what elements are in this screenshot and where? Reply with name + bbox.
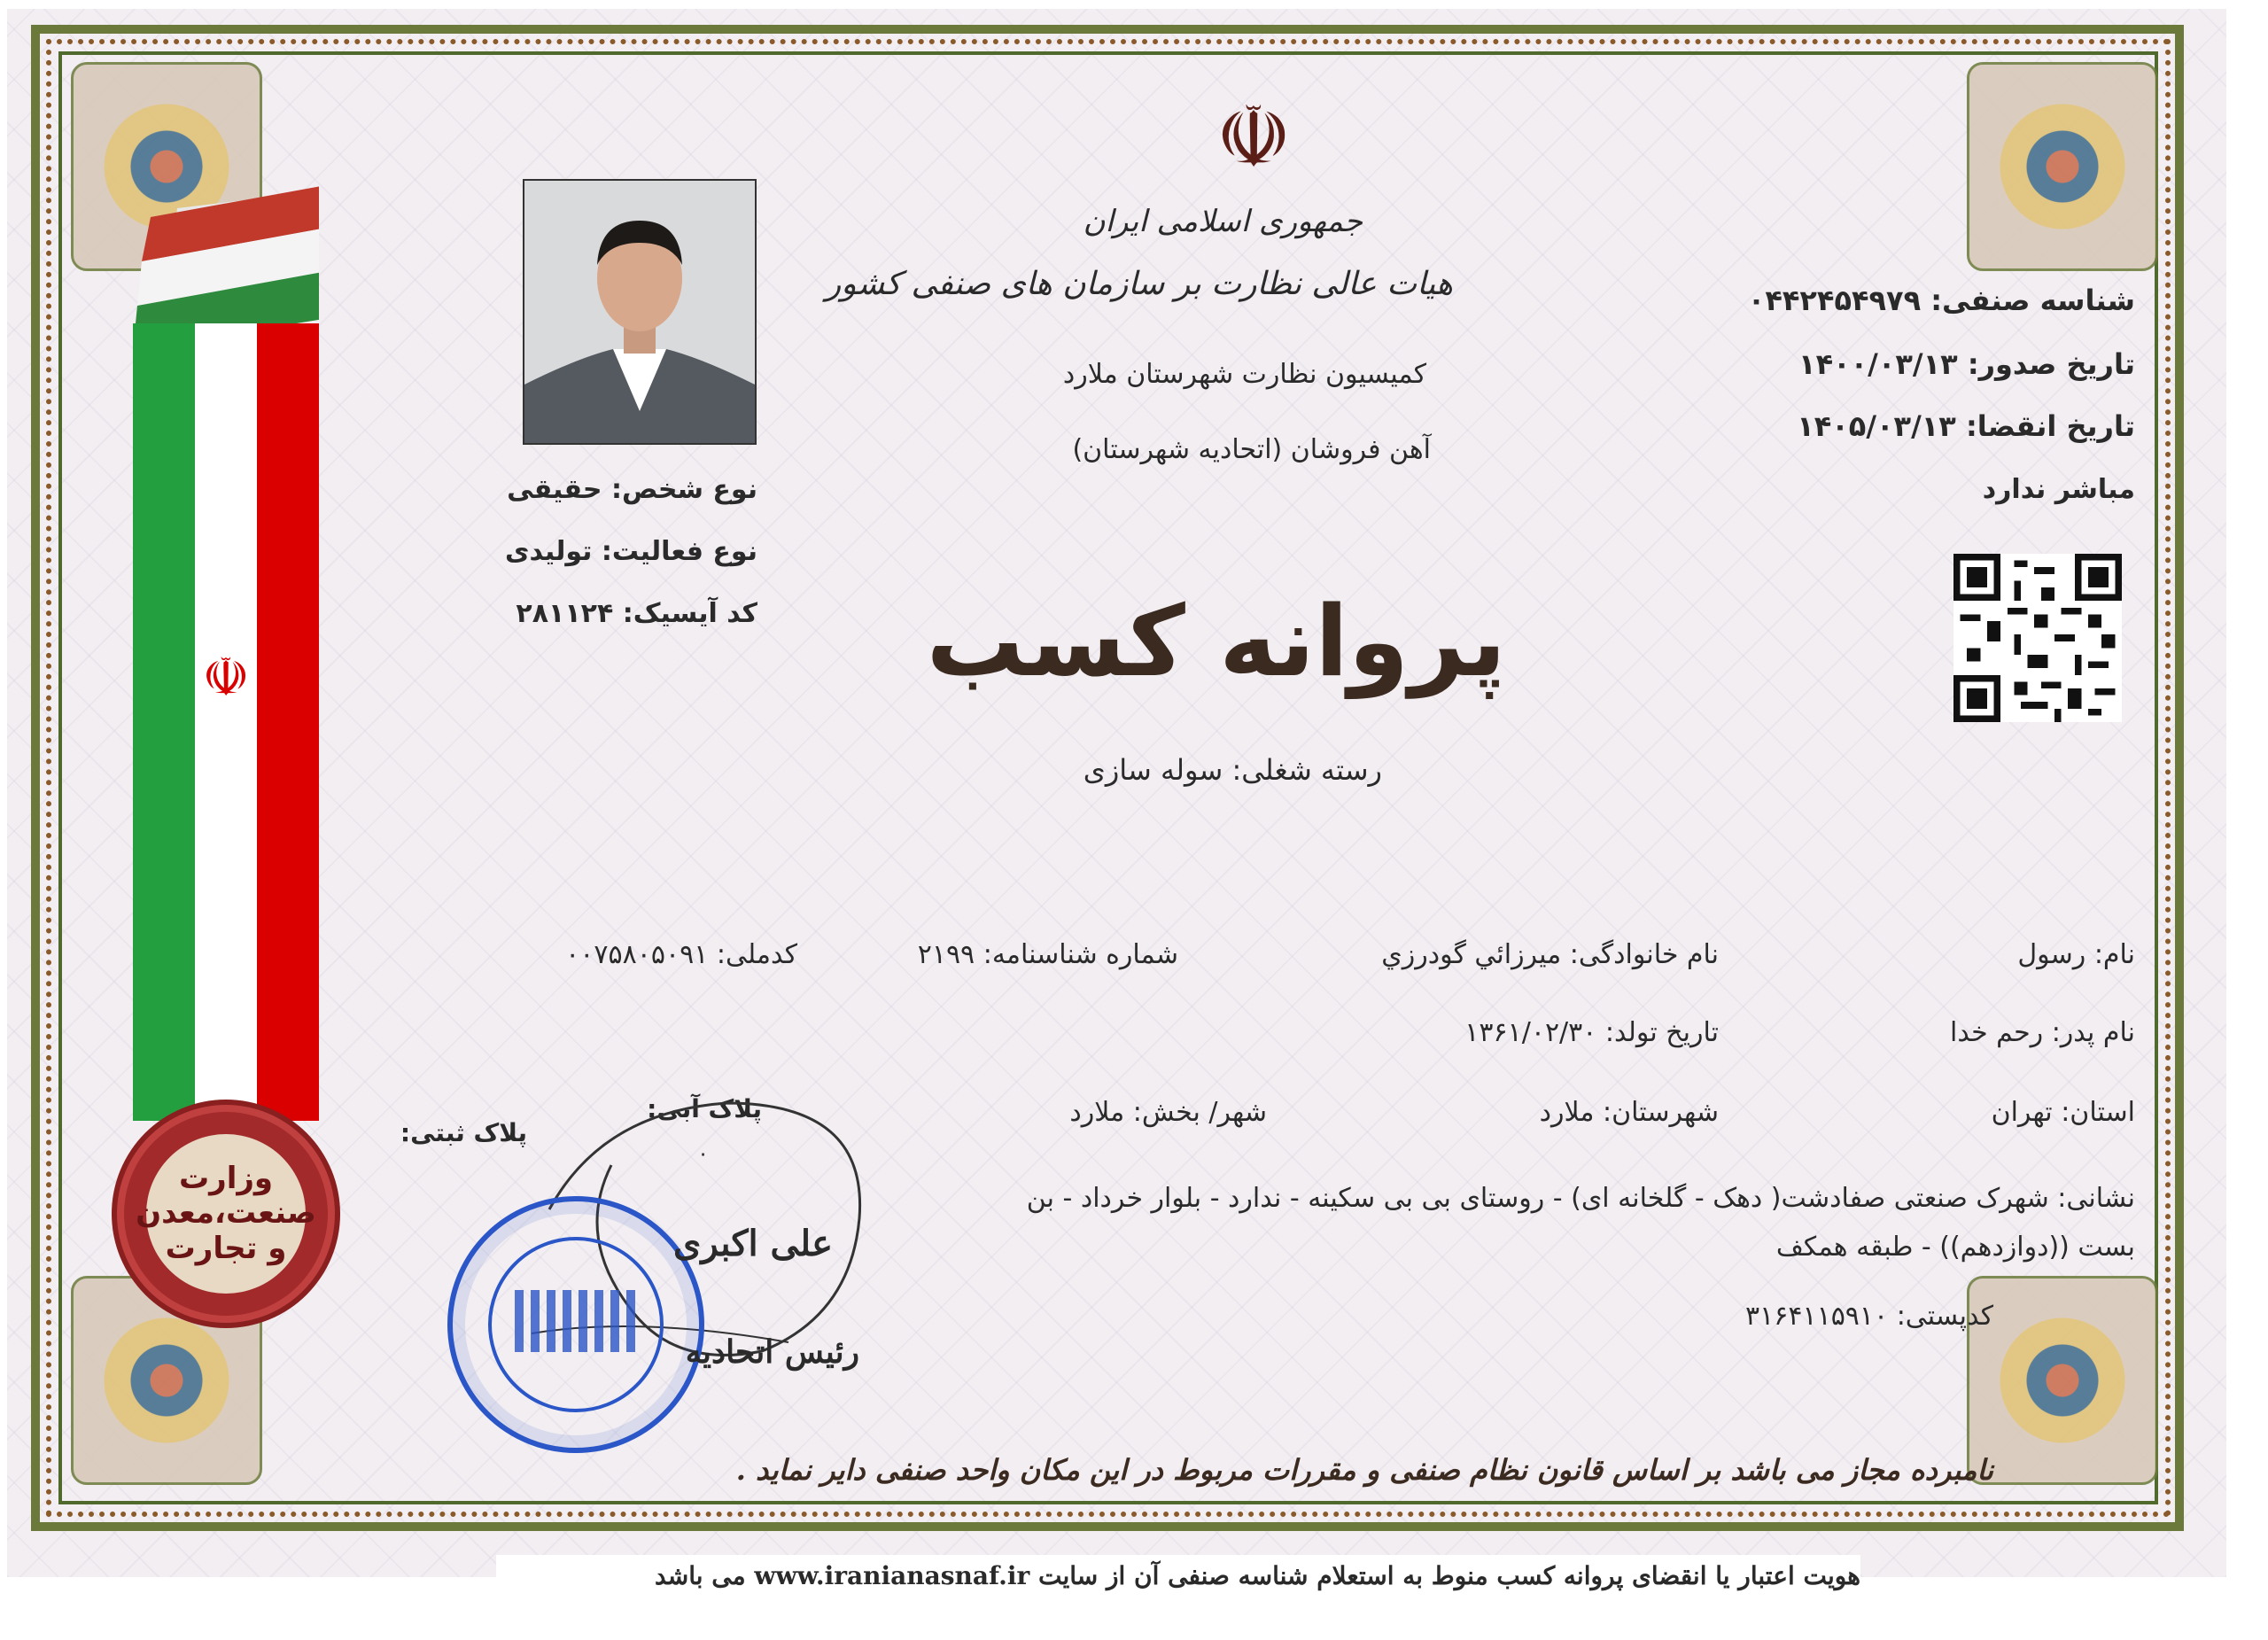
signer-role: رئیس اتحادیه (685, 1333, 859, 1371)
national-code: کدملی: ۰۰۷۵۸۰۵۰۹۱ (565, 939, 797, 970)
postal-code: کدپستی: ۳۱۶۴۱۱۵۹۱۰ (1745, 1301, 1993, 1332)
first-name: نام: رسول (2017, 939, 2135, 970)
registration-plate-label: پلاک ثبتی: (400, 1118, 527, 1147)
blue-plate-label: پلاک آبی: (647, 1094, 762, 1123)
commission-name: کمیسیون نظارت شهرستان ملارد (1062, 359, 1426, 390)
corner-ornament-top-right (1967, 62, 2158, 271)
page-title: پروانه کسب (926, 585, 1506, 698)
blue-plate-value: ۰ (697, 1141, 709, 1166)
last-name: نام خانوادگی: میرزائي گودرزي (1381, 939, 1719, 970)
isic-code: کد آیسیک: ۲۸۱۱۲۴ (516, 598, 757, 629)
verification-note: هویت اعتبار یا انقضای پروانه کسب منوط به استعلام شناسه صنفی آن از سایت www.iranianasnaf.ir می باشد (655, 1561, 1860, 1590)
owner-photo (523, 179, 757, 445)
board-name: هیات عالی نظارت بر سازمان های صنفی کشور (825, 266, 1453, 302)
qr-code (1953, 554, 2122, 722)
svg-text:☫: ☫ (202, 647, 250, 709)
ministry-seal (124, 1112, 328, 1316)
id-number: شماره شناسنامه: ۲۱۹۹ (917, 939, 1178, 970)
job-category: رسته شغلی: سوله سازی (1083, 753, 1382, 787)
legal-note: نامبرده مجاز می باشد بر اساس قانون نظام صنفی و مقررات مربوط در این مکان واحد صنفی دایر نماید . (735, 1453, 1993, 1487)
ministry-seal-text: وزارت صنعت،معدن و تجارت (146, 1134, 306, 1294)
union-name: آهن فروشان (اتحادیه شهرستان) (1072, 434, 1431, 465)
activity-type: نوع فعالیت: تولیدی (505, 536, 757, 567)
address-line-1: نشانی: شهرک صنعتی صفادشت( دهک - گلخانه ای) - روستای بی بی سکینه - ندارد - بلوار خرداد - بن (1026, 1183, 2135, 1214)
union-stamp-emblem-icon (515, 1290, 639, 1352)
birth-date: تاریخ تولد: ۱۳۶۱/۰۲/۳۰ (1464, 1017, 1719, 1048)
signer-name: علی اکبری (673, 1223, 833, 1264)
city: شهر/ بخش: ملارد (1069, 1097, 1267, 1128)
manager-status: مباشر ندارد (1982, 474, 2135, 505)
iran-emblem-icon: ☫ (1215, 88, 1293, 187)
father-name: نام پدر: رحم خدا (1950, 1017, 2135, 1048)
address-line-2: بست ((دوازدهم)) - طبقه همکف (1775, 1232, 2135, 1263)
issue-date: تاریخ صدور: ۱۴۰۰/۰۳/۱۳ (1798, 347, 2135, 381)
corner-ornament-bottom-right (1967, 1276, 2158, 1485)
flag-ribbon (133, 164, 319, 1130)
person-type: نوع شخص: حقیقی (507, 474, 757, 505)
province: استان: تهران (1991, 1097, 2135, 1128)
expiry-date: تاریخ انقضا: ۱۴۰۵/۰۳/۱۳ (1797, 409, 2135, 443)
county: شهرستان: ملارد (1539, 1097, 1719, 1128)
union-stamp (447, 1196, 704, 1453)
country-name: جمهوری اسلامی ایران (1083, 204, 1363, 239)
guild-id: شناسه صنفی: ۰۴۴۲۴۵۴۹۷۹ (1747, 284, 2135, 317)
